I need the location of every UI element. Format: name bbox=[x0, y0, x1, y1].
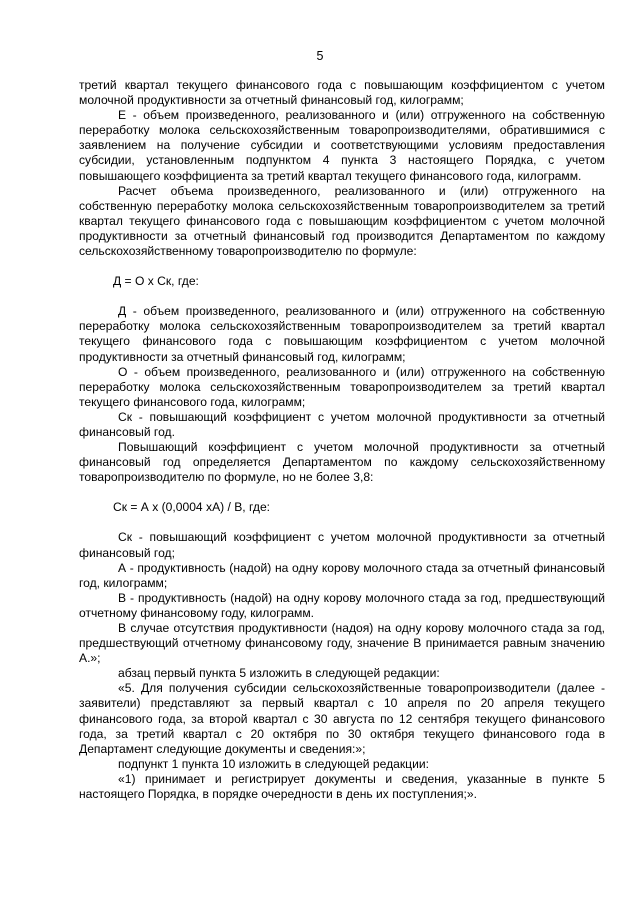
paragraph-coefficient-intro: Повышающий коэффициент с учетом молочной продуктивности за отчетный финансовый год определяется Департаментом по каждому сельскохозяйственному товаропроизводителю по формуле, но не более 3,8: bbox=[79, 440, 605, 485]
spacer bbox=[79, 515, 605, 530]
paragraph-clause-10-text: «1) принимает и регистрирует документы и сведения, указанные в пункте 5 настоящего Порядка, в порядке очередности в день их поступления;». bbox=[79, 771, 605, 802]
formula-d: Д = О х Ск, где: bbox=[113, 274, 199, 289]
paragraph-definition-o: О - объем произведенного, реализованного и (или) отгруженного на собственную переработку молока сельскохозяйственным товаропроизводителем за третий квартал текущего финансового года, килограмм; bbox=[79, 364, 605, 409]
paragraph-calculation-intro: Расчет объема произведенного, реализованного и (или) отгруженного на собственную переработку молока сельскохозяйственным товаропроизводителем за третий квартал текущего финансового года с повышающим коэффициентом с учетом молочной продуктивности за отчетный финансовый год производится Департаментом по каждому сельскохозяйственному товаропроизводителю по формуле: bbox=[79, 183, 605, 259]
paragraph-definition-d: Д - объем произведенного, реализованного и (или) отгруженного на собственную переработку молока сельскохозяйственным товаропроизводителем за третий квартал текущего финансового года с повышающим коэффициентом с учетом молочной продуктивности за отчетный финансовый год, килограмм; bbox=[79, 304, 605, 364]
formula-ck: Ск = А х (0,0004 хА) / В, где: bbox=[113, 500, 271, 515]
paragraph-continuation: третий квартал текущего финансового года с повышающим коэффициентом с учетом молочной продуктивности за отчетный финансовый год, килограмм; bbox=[79, 78, 605, 108]
document-body bbox=[79, 78, 605, 802]
spacer bbox=[79, 259, 605, 274]
paragraph-no-productivity: В случае отсутствия продуктивности (надоя) на одну корову молочного стада за год, предшествующий отчетному финансовому году, значение В принимается равным значению А.»; bbox=[79, 621, 605, 666]
paragraph-amend-clause-5: абзац первый пункта 5 изложить в следующей редакции: bbox=[118, 666, 440, 681]
paragraph-clause-5-text: «5. Для получения субсидии сельскохозяйственные товаропроизводители (далее - заявители) представляют за первый квартал с 10 апреля по 20 апреля текущего финансового года, за второй квартал с 30 августа по 12 сентября текущего финансового года, за третий квартал с 20 октября по 30 октября текущего финансового года в Департамент следующие документы и сведения:»; bbox=[79, 681, 605, 756]
paragraph-definition-ck-2: Ск - повышающий коэффициент с учетом молочной продуктивности за отчетный финансовый год; bbox=[79, 530, 605, 560]
paragraph-definition-ck: Ск - повышающий коэффициент с учетом молочной продуктивности за отчетный финансовый год. bbox=[79, 409, 605, 439]
page-number: 5 bbox=[316, 49, 324, 63]
paragraph-definition-e: Е - объем произведенного, реализованного и (или) отгруженного на собственную переработку молока сельскохозяйственным товаропроизводителями, обратившимися с заявлением на получение субсидии и соответствующими условиям предоставления субсидии, установленным подпунктом 4 пункта 3 настоящего Порядка, с учетом повышающего коэффициента за третий квартал текущего финансового года, килограмм. bbox=[79, 108, 605, 183]
paragraph-definition-b: В - продуктивность (надой) на одну корову молочного стада за год, предшествующий отчетному финансовому году, килограмм. bbox=[79, 590, 605, 620]
paragraph-amend-clause-10: подпункт 1 пункта 10 изложить в следующей редакции: bbox=[118, 756, 429, 771]
paragraph-definition-a: А - продуктивность (надой) на одну корову молочного стада за отчетный финансовый год, килограмм; bbox=[79, 560, 605, 590]
spacer bbox=[79, 289, 605, 304]
spacer bbox=[79, 485, 605, 500]
